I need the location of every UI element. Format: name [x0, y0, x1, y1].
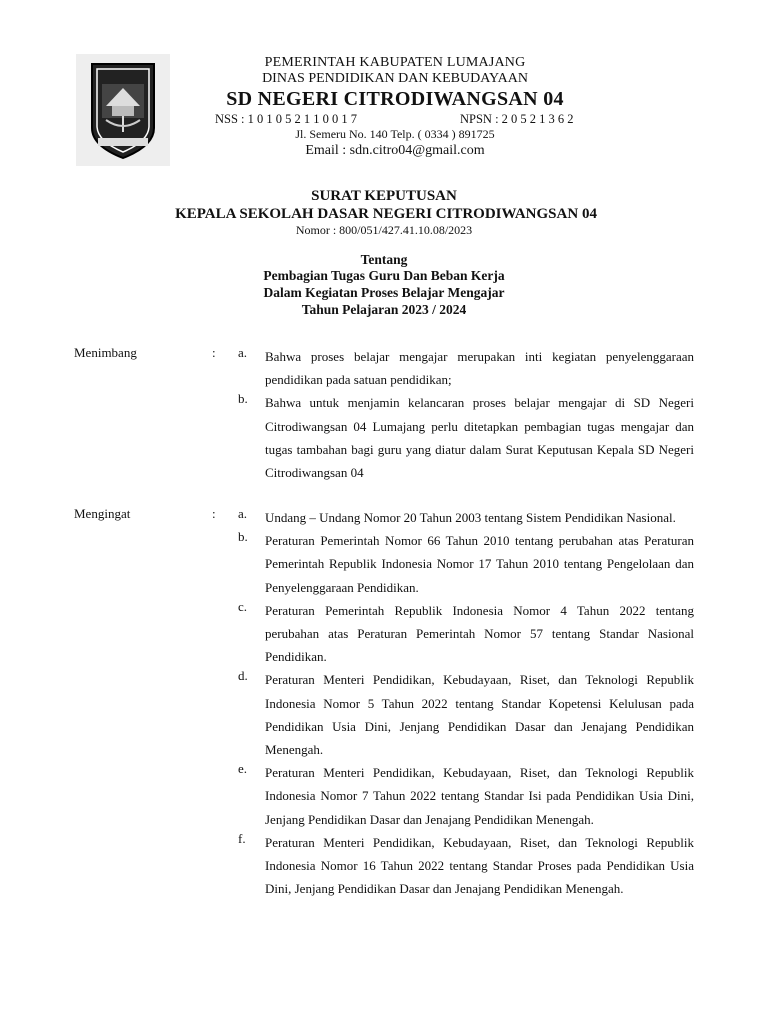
- government-name: PEMERINTAH KABUPATEN LUMAJANG: [264, 55, 526, 70]
- lumajang-emblem-logo: [76, 54, 170, 166]
- item-text: Peraturan Menteri Pendidikan, Kebudayaan, Riset, dan Teknologi Republik Indonesia Nomor 5 Tahun 2022 tentang Standar Kopetensi Kelulusan pada Pendidikan Usia Dini, Jenjang Pendidikan Dasar dan Jenajang Pendidikan Menengah.: [265, 672, 694, 758]
- subject-line-3: Tahun Pelajaran 2023 / 2024: [301, 302, 467, 317]
- npsn-number: NPSN : 2 0 5 2 1 3 6 2: [460, 112, 574, 126]
- school-email: Email : sdn.citro04@gmail.com: [305, 143, 485, 158]
- list-item: [74, 761, 694, 831]
- item-text: Peraturan Menteri Pendidikan, Kebudayaan, Riset, dan Teknologi Republik Indonesia Nomor 16 Tahun 2022 tentang Standar Proses pada Pendidikan Usia Dini, Jenjang Pendidikan Dasar dan Jenajang Pendidikan Menengah.: [265, 834, 694, 897]
- letterhead: [175, 55, 615, 159]
- nss-number: NSS : 1 0 1 0 5 2 1 1 0 0 1 7: [215, 112, 358, 126]
- subject-line-1: Pembagian Tugas Guru Dan Beban Kerja: [263, 268, 505, 283]
- item-text: Peraturan Pemerintah Republik Indonesia Nomor 4 Tahun 2022 tentang perubahan atas Peraturan Pemerintah Nomor 57 tentang Standar Nasional Pendidikan.: [265, 602, 694, 665]
- mengingat-colon: :: [212, 506, 216, 521]
- mengingat-label: Mengingat: [74, 506, 131, 521]
- department-name: DINAS PENDIDIKAN DAN KEBUDAYAAN: [262, 71, 528, 86]
- list-item: [74, 529, 694, 599]
- item-letter: e.: [238, 761, 248, 777]
- list-item: [74, 668, 694, 761]
- school-address: Jl. Semeru No. 140 Telp. ( 0334 ) 891725: [295, 127, 495, 141]
- list-item: [74, 599, 694, 669]
- tentang-heading: Tentang: [360, 252, 408, 267]
- list-item: [74, 831, 694, 901]
- item-letter: a.: [238, 506, 248, 521]
- menimbang-colon: :: [212, 345, 216, 360]
- decree-issuer: KEPALA SEKOLAH DASAR NEGERI CITRODIWANGSAN 04: [175, 206, 597, 222]
- item-letter: f.: [238, 830, 246, 846]
- item-letter: a.: [238, 345, 248, 360]
- item-letter: d.: [238, 668, 248, 684]
- list-item: [74, 506, 694, 529]
- school-numbers: [175, 111, 615, 127]
- decree-number: Nomor : 800/051/427.41.10.08/2023: [295, 223, 473, 237]
- item-letter: c.: [238, 598, 248, 614]
- item-text: Undang – Undang Nomor 20 Tahun 2003 tentang Sistem Pendidikan Nasional.: [265, 510, 676, 525]
- mengingat-section: [74, 506, 694, 900]
- item-text: Peraturan Menteri Pendidikan, Kebudayaan, Riset, dan Teknologi Republik Indonesia Nomor 7 Tahun 2022 tentang Standar Isi pada Pendidikan Usia Dini, Jenjang Pendidikan Dasar dan Jenajang Pendidikan Menengah.: [265, 765, 694, 827]
- school-name: SD NEGERI CITRODIWANGSAN 04: [226, 88, 564, 110]
- item-text: Bahwa proses belajar mengajar merupakan inti kegiatan penyelenggaraan pendidikan pada satuan pendidikan;: [265, 349, 694, 388]
- decree-title: SURAT KEPUTUSAN: [311, 188, 457, 204]
- list-item: [74, 345, 694, 391]
- item-letter: b.: [238, 529, 248, 545]
- item-text: Peraturan Pemerintah Nomor 66 Tahun 2010 tentang perubahan atas Peraturan Pemerintah Republik Indonesia Nomor 17 Tahun 2010 tentang Pengelolaan dan Penyelenggaraan Pendidikan.: [265, 533, 694, 595]
- menimbang-label: Menimbang: [74, 345, 137, 360]
- item-text: Bahwa untuk menjamin kelancaran proses belajar mengajar di SD Negeri Citrodiwangsan 04 Lumajang perlu ditetapkan pembagian tugas mengajar dan tugas tambahan bagi guru yang diatur dalam Surat Keputusan Kepala SD Negeri Citrodiwangsan 04: [265, 395, 694, 481]
- subject-line-2: Dalam Kegiatan Proses Belajar Mengajar: [263, 285, 505, 300]
- menimbang-section: [74, 345, 694, 484]
- list-item: [74, 391, 694, 484]
- item-letter: b.: [238, 391, 248, 407]
